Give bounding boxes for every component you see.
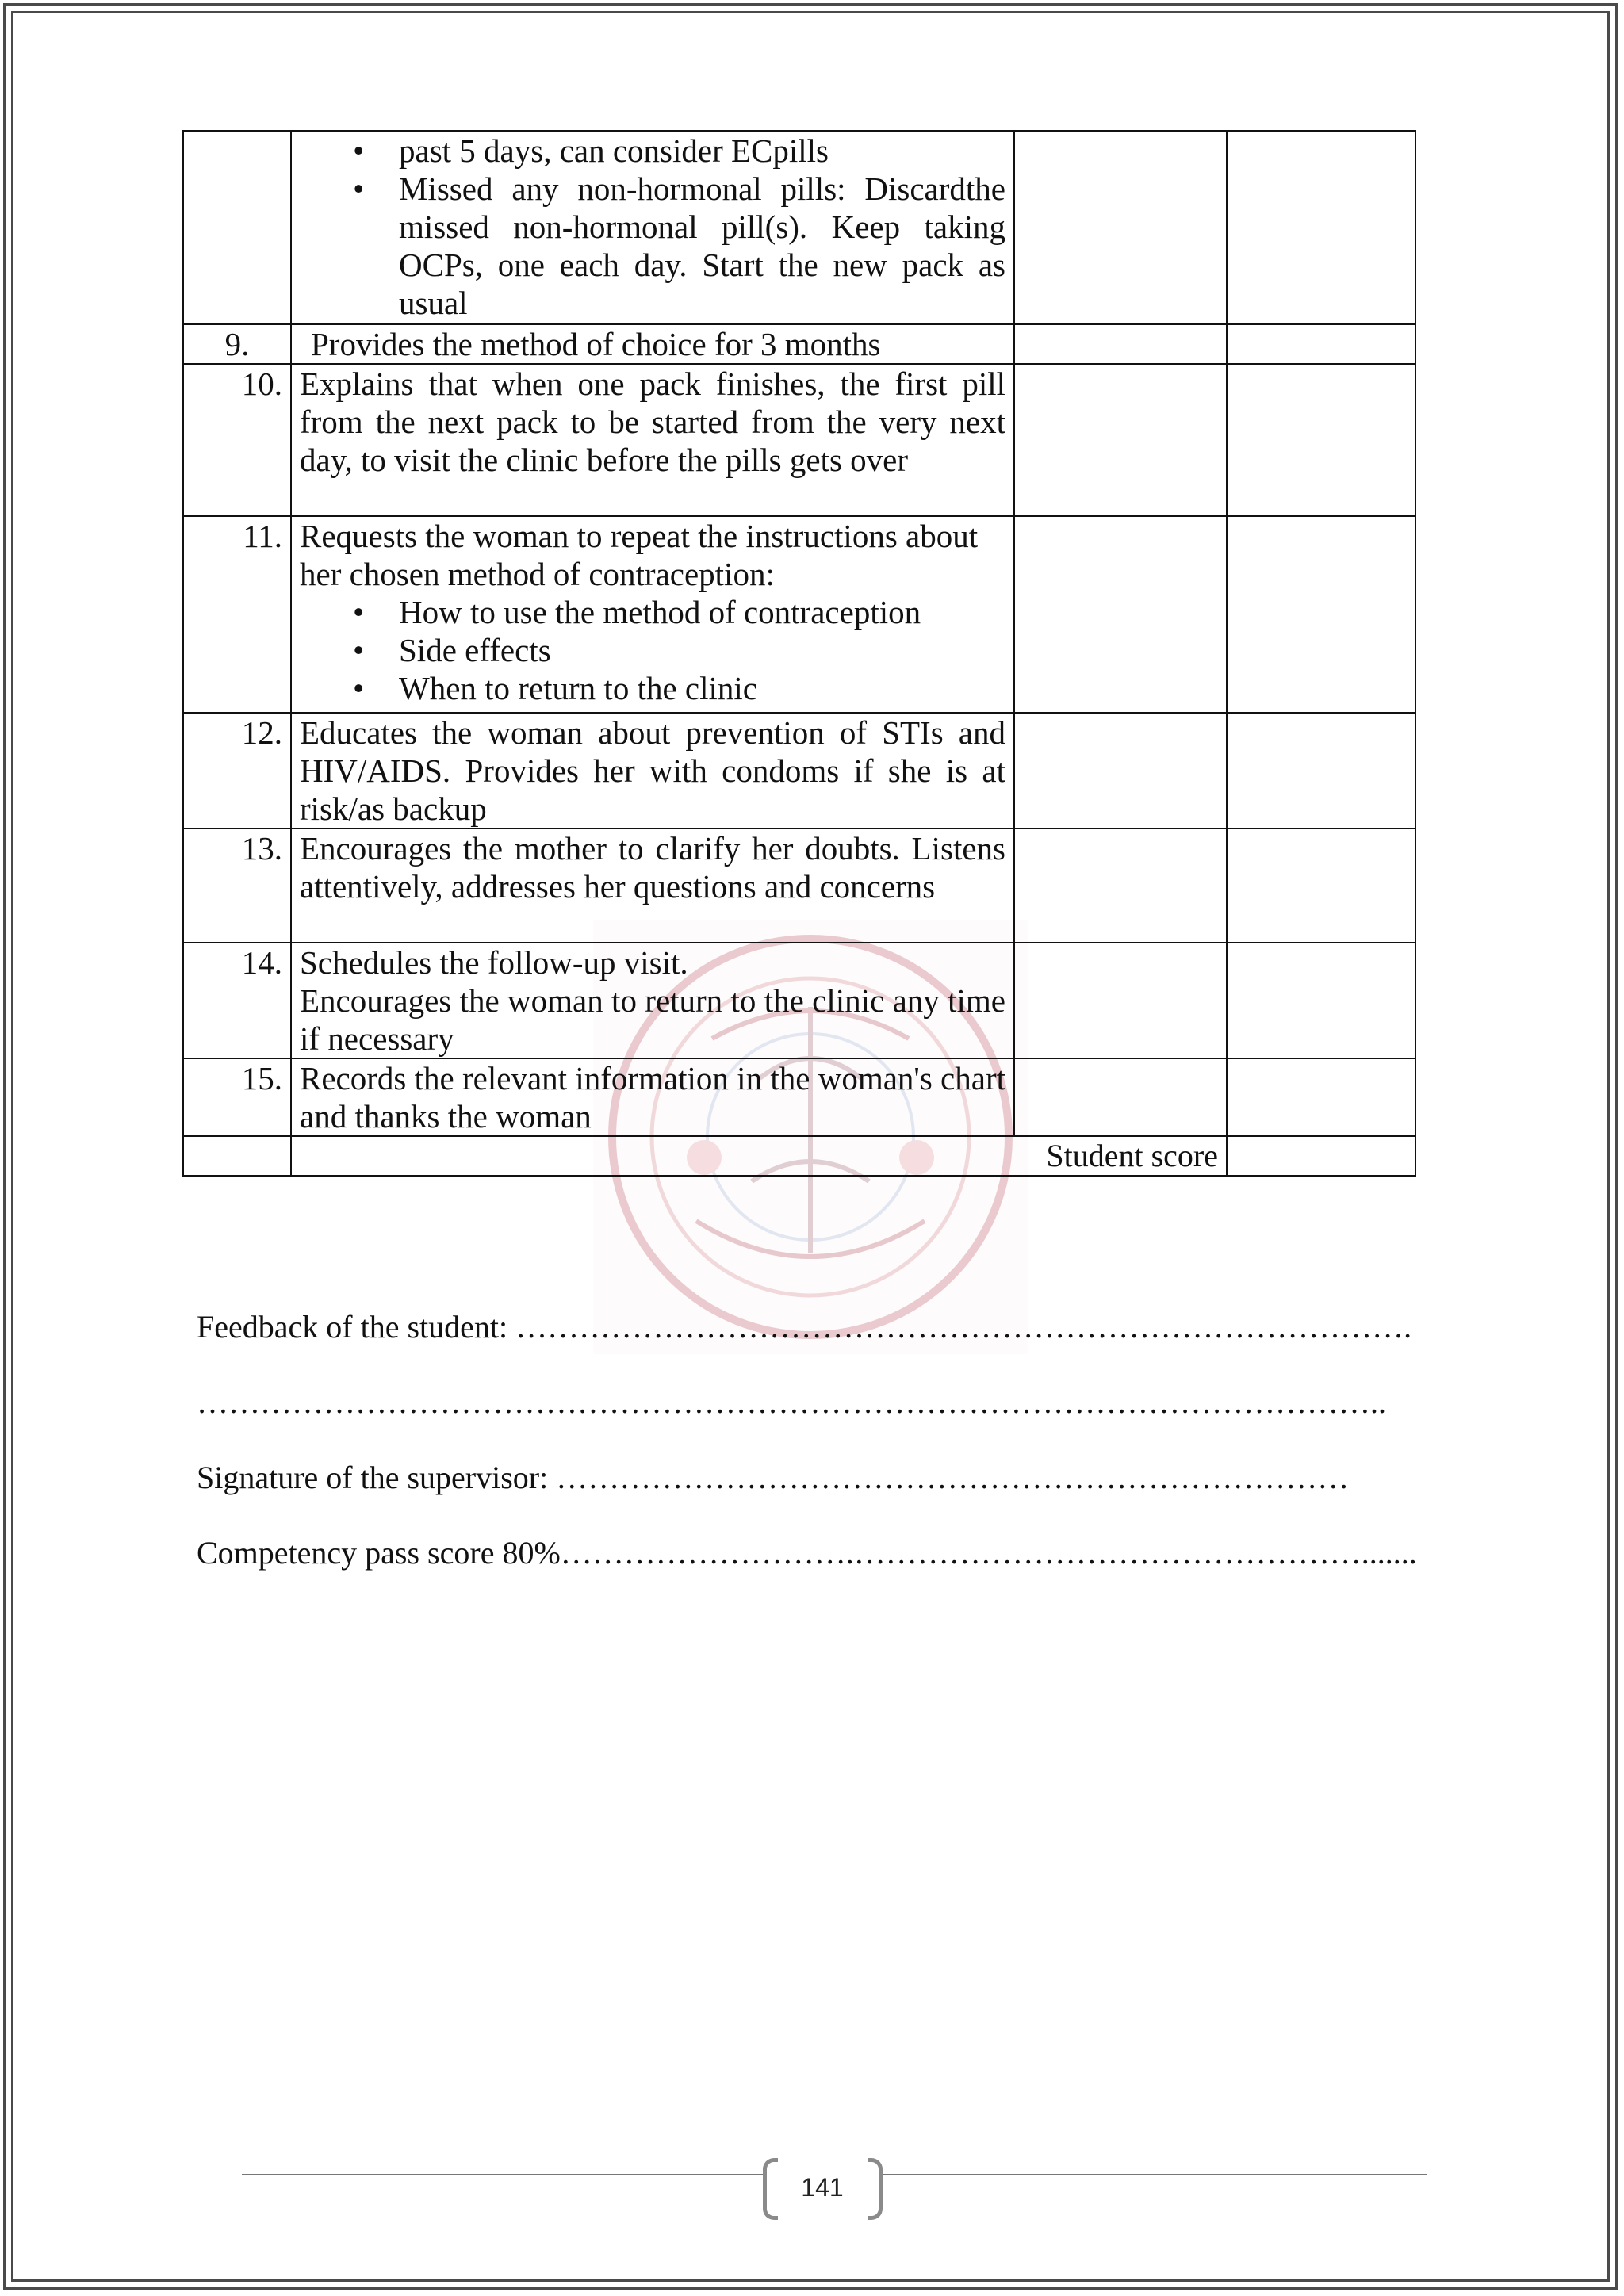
score-cell[interactable] xyxy=(1014,713,1227,828)
competency-pass-score-line: Competency pass score 80%……………………….…………………………………………....... xyxy=(197,1535,1417,1571)
table-row xyxy=(183,131,1415,324)
step-cell xyxy=(291,943,1014,1058)
step-text: Requests the woman to repeat the instructions about her chosen method of contraception: xyxy=(300,518,979,592)
step-text: Provides the method of choice for 3 months xyxy=(291,324,1014,364)
step-number: 9. xyxy=(183,324,291,364)
step-number: 15. xyxy=(183,1058,291,1136)
bullet-item: • Missed any non-hormonal pills: Discardthe missed non-hormonal pill(s). Keep taking OCPs, one each day. Start the new pack as usual xyxy=(399,170,1005,322)
step-text: Records the relevant information in the woman's chart and thanks the woman xyxy=(291,1058,1014,1136)
score-cell[interactable] xyxy=(1014,828,1227,943)
step-number: 12. xyxy=(183,713,291,828)
step-text: Schedules the follow-up visit. xyxy=(300,944,688,981)
score-cell[interactable] xyxy=(1227,1058,1415,1136)
score-cell[interactable] xyxy=(1227,828,1415,943)
table-row xyxy=(183,364,1415,516)
table-row-score xyxy=(183,1136,1415,1176)
bullet-item: • When to return to the clinic xyxy=(399,669,1005,707)
feedback-line[interactable]: Feedback of the student: …………………………………………………………………………. xyxy=(197,1309,1412,1345)
table-row xyxy=(183,324,1415,364)
table-row xyxy=(183,1058,1415,1136)
bullet-item: • How to use the method of contraception xyxy=(399,593,1005,631)
step-number: 13. xyxy=(183,828,291,943)
step-number: 11. xyxy=(183,516,291,713)
step-text: Encourages the mother to clarify her doubts. Listens attentively, addresses her questions and concerns xyxy=(291,828,1014,943)
procedure-checklist-table xyxy=(182,130,1416,1177)
student-score-label: Student score xyxy=(291,1136,1227,1176)
step-text: Explains that when one pack finishes, the first pill from the next pack to be started from the very next day, to visit the clinic before the pills gets over xyxy=(291,364,1014,516)
score-cell[interactable] xyxy=(1014,943,1227,1058)
score-cell[interactable] xyxy=(1014,1058,1227,1136)
table-row xyxy=(183,713,1415,828)
step-number: 14. xyxy=(183,943,291,1058)
supervisor-signature-line[interactable]: Signature of the supervisor: ………………………………………………………………… xyxy=(197,1460,1350,1495)
student-score-value[interactable] xyxy=(1227,1136,1415,1176)
score-cell[interactable] xyxy=(1227,516,1415,713)
bullet-item: • Side effects xyxy=(399,631,1005,669)
page-number: 141 xyxy=(801,2172,844,2202)
footer-rule-right xyxy=(879,2174,1427,2175)
continuation-line: • past 5 days, can consider ECpills xyxy=(399,132,1005,170)
score-cell[interactable] xyxy=(1014,324,1227,364)
step-text: Encourages the woman to return to the clinic any time if necessary xyxy=(300,982,1005,1057)
score-cell[interactable] xyxy=(1227,713,1415,828)
table-row xyxy=(183,828,1415,943)
step-number-cell xyxy=(183,131,291,324)
step-cell xyxy=(291,516,1014,713)
score-cell[interactable] xyxy=(1014,131,1227,324)
score-cell[interactable] xyxy=(1014,364,1227,516)
score-cell[interactable] xyxy=(1227,324,1415,364)
score-cell[interactable] xyxy=(1227,131,1415,324)
score-cell[interactable] xyxy=(1227,943,1415,1058)
step-number: 10. xyxy=(183,364,291,516)
step-cell xyxy=(291,131,1014,324)
empty-cell xyxy=(183,1136,291,1176)
footer-rule-left xyxy=(242,2174,767,2175)
feedback-continuation-line[interactable]: ………………………………………………………………………………………………….. xyxy=(197,1384,1386,1420)
score-cell[interactable] xyxy=(1014,516,1227,713)
step-text: Educates the woman about prevention of STIs and HIV/AIDS. Provides her with condoms if she is at risk/as backup xyxy=(291,713,1014,828)
table-row xyxy=(183,516,1415,713)
score-cell[interactable] xyxy=(1227,364,1415,516)
table-row xyxy=(183,943,1415,1058)
